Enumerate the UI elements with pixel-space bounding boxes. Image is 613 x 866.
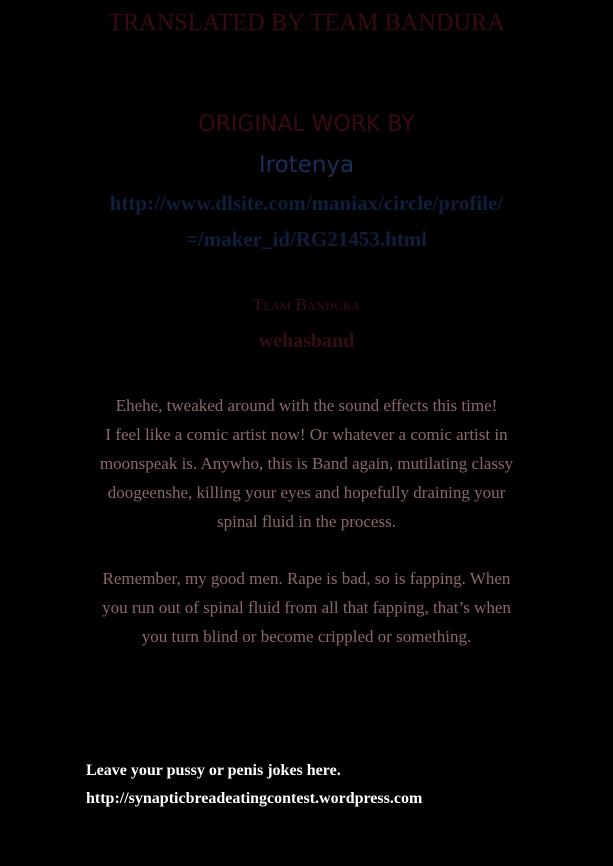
author-url-line-2[interactable]: =/maker_id/RG21453.html	[185, 227, 428, 251]
original-work-heading: ORIGINAL WORK BY	[198, 112, 415, 137]
footer-url[interactable]: http://synapticbreadeatingcontest.wordpress.com	[86, 790, 423, 807]
note-line: you turn blind or become crippled or something.	[141, 627, 472, 646]
note-line: you run out of spinal fluid from all that fapping, that’s when	[102, 598, 511, 617]
note-line: Ehehe, tweaked around with the sound effects this time!	[115, 396, 498, 415]
note-line: Remember, my good men. Rape is bad, so is fapping. When	[102, 569, 511, 588]
note-line: I feel like a comic artist now! Or whatever a comic artist in	[105, 425, 508, 444]
team-heading: Team Bandura	[252, 295, 361, 314]
author-name: Irotenya	[258, 152, 355, 178]
note-line: spinal fluid in the process.	[217, 512, 396, 531]
translator-note-paragraph-1	[60, 391, 553, 536]
translator-note-paragraph-2	[60, 564, 553, 651]
team-member-name: wehasband	[258, 330, 355, 352]
translated-by-heading: TRANSLATED BY TEAM BANDURA	[108, 10, 505, 36]
author-url-line-1[interactable]: http://www.dlsite.com/maniax/circle/profile/	[109, 191, 504, 215]
note-line: doogeenshe, killing your eyes and hopefully draining your	[107, 483, 506, 502]
note-line: moonspeak is. Anywho, this is Band again, mutilating classy	[99, 454, 514, 473]
footer-text: Leave your pussy or penis jokes here.	[86, 762, 341, 779]
